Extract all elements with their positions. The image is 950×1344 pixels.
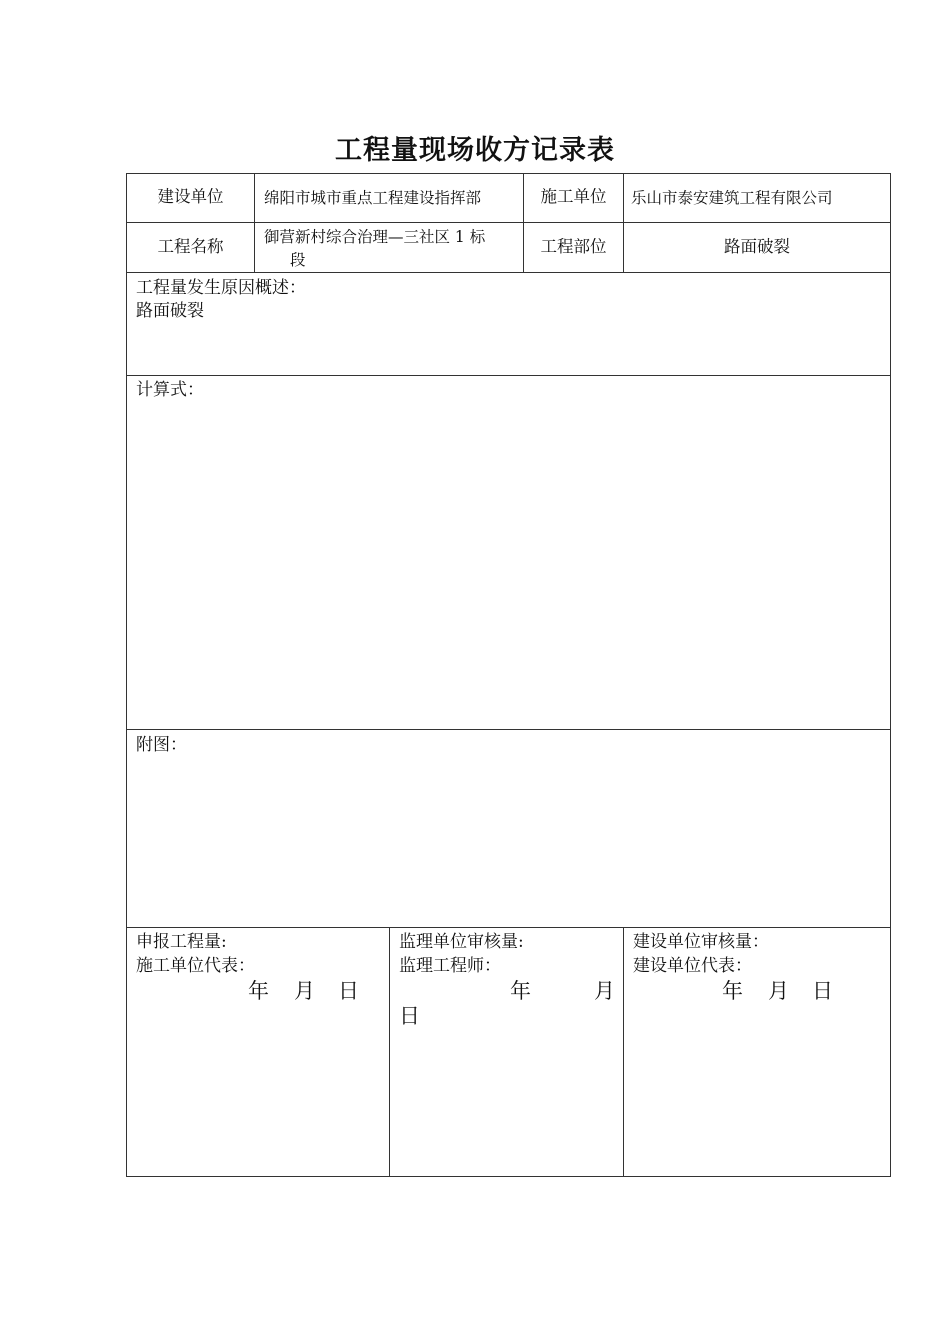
calculation-label: 计算式： bbox=[136, 380, 204, 400]
supervisor-date-day: 日 bbox=[399, 1004, 420, 1028]
owner-quantity-label: 建设单位审核量： bbox=[633, 932, 769, 952]
document-title: 工程量现场收方记录表 bbox=[335, 135, 615, 166]
construct-unit-value: 乐山市泰安建筑工程有限公司 bbox=[631, 189, 833, 207]
contractor-rep-label: 施工单位代表： bbox=[136, 956, 255, 976]
project-name-label: 工程名称 bbox=[157, 237, 224, 256]
reason-label: 工程量发生原因概述： bbox=[136, 278, 306, 298]
supervisor-quantity-label: 监理单位审核量: bbox=[399, 932, 524, 952]
row-divider-2 bbox=[126, 272, 891, 273]
contractor-date-day: 日 bbox=[338, 979, 359, 1003]
col-divider-1 bbox=[254, 173, 255, 272]
contractor-date-year: 年 bbox=[248, 979, 269, 1003]
row-divider-1 bbox=[126, 222, 891, 223]
supervisor-date-month: 月 bbox=[594, 979, 615, 1003]
owner-date-year: 年 bbox=[722, 979, 743, 1003]
row-divider-3 bbox=[126, 375, 891, 376]
reason-value: 路面破裂 bbox=[136, 301, 204, 321]
project-name-line1: 御营新村综合治理—三社区 1 标 bbox=[264, 228, 486, 246]
owner-date-day: 日 bbox=[812, 979, 833, 1003]
contractor-date-month: 月 bbox=[294, 979, 315, 1003]
declared-quantity-label: 申报工程量: bbox=[136, 932, 227, 952]
build-unit-value: 绵阳市城市重点工程建设指挥部 bbox=[264, 189, 482, 207]
construct-unit-label: 施工单位 bbox=[540, 187, 607, 206]
supervisor-date-year: 年 bbox=[510, 979, 531, 1003]
supervisor-engineer-label: 监理工程师： bbox=[399, 956, 501, 976]
attachment-label: 附图： bbox=[136, 735, 187, 755]
sign-divider-2 bbox=[623, 927, 624, 1177]
row-divider-4 bbox=[126, 729, 891, 730]
build-unit-label: 建设单位 bbox=[157, 187, 224, 206]
owner-rep-label: 建设单位代表： bbox=[633, 956, 752, 976]
project-part-value: 路面破裂 bbox=[724, 237, 790, 256]
sign-divider-1 bbox=[389, 927, 390, 1177]
project-part-label: 工程部位 bbox=[540, 237, 607, 256]
record-table bbox=[126, 173, 891, 1177]
owner-date-month: 月 bbox=[768, 979, 789, 1003]
project-name-line2: 段 bbox=[290, 251, 306, 269]
row-divider-5 bbox=[126, 927, 891, 928]
